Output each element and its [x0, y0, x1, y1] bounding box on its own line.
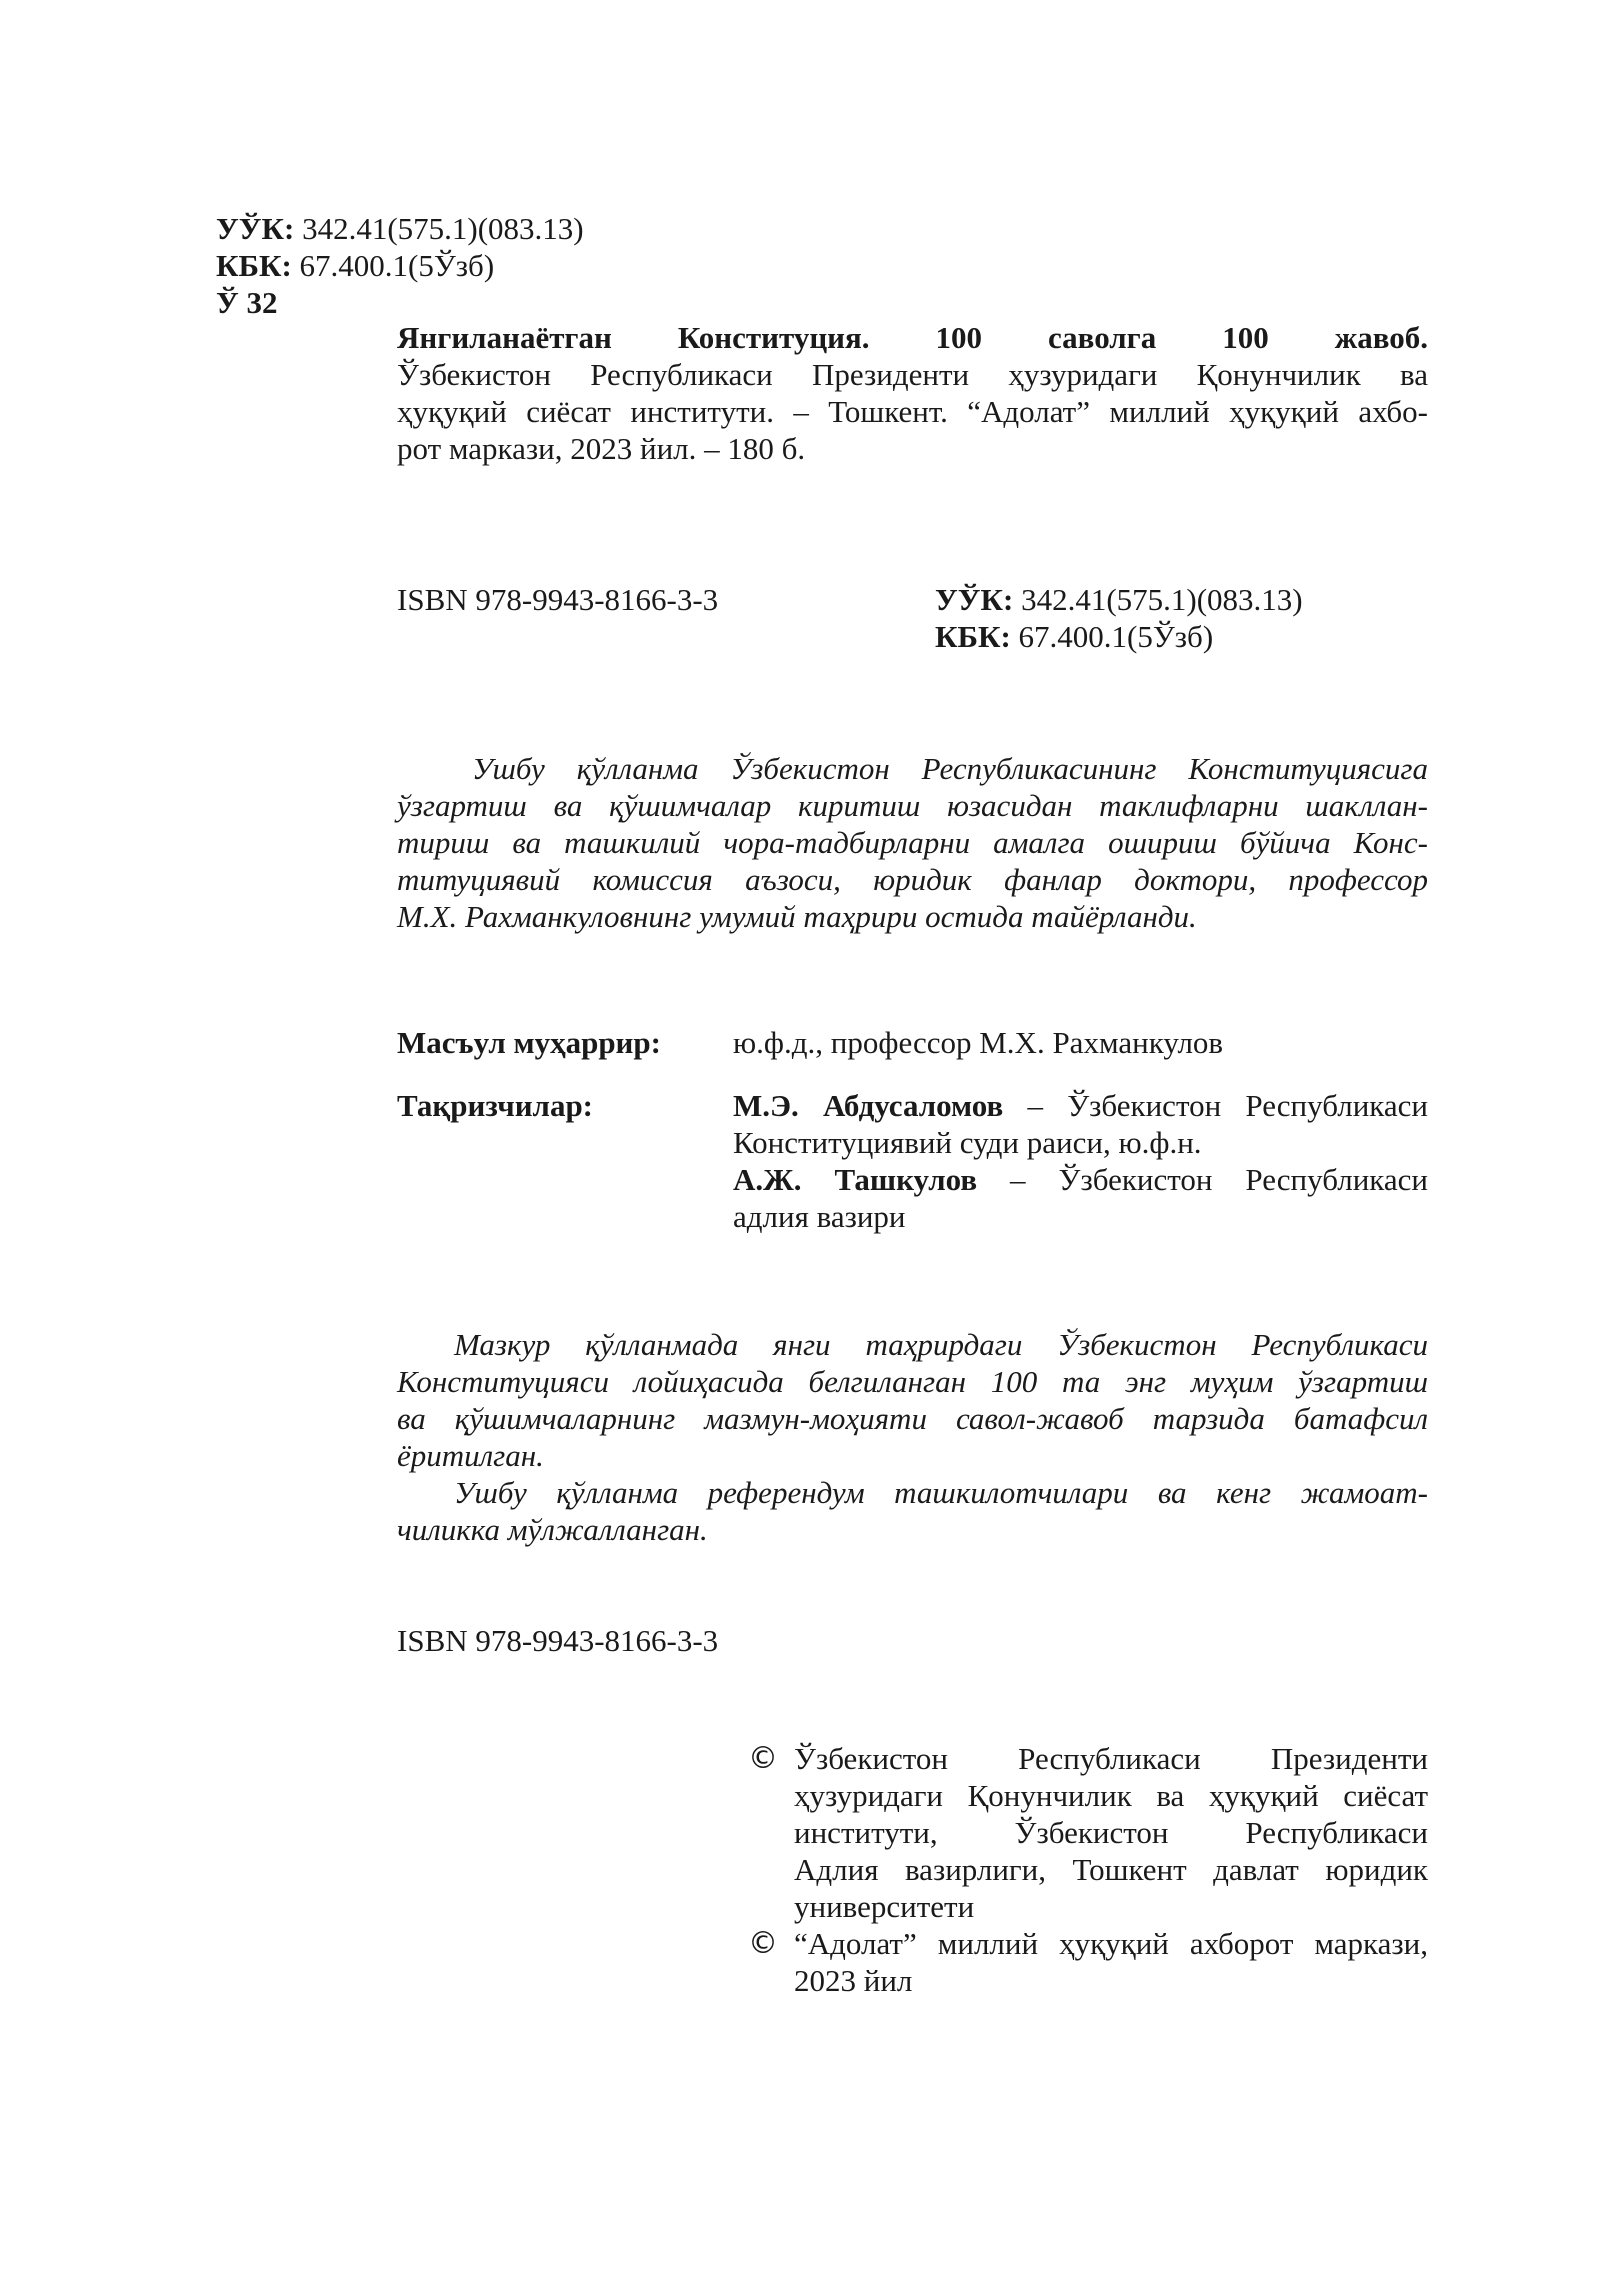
uk-code-line — [216, 210, 716, 247]
reviewer-position: – Ўзбекистон Республикаси — [977, 1162, 1428, 1197]
bib-line: рот маркази, 2023 йил. – 180 б. — [397, 431, 806, 466]
abstract — [397, 1326, 1428, 1548]
bbk-code-line — [216, 247, 716, 284]
copyright-entry — [748, 1740, 1428, 1925]
copyright-entry — [748, 1925, 1428, 1999]
copyright-line: университети — [794, 1889, 975, 1924]
copyright-line: Адлия вазирлиги, Тошкент давлат юридик — [794, 1852, 1428, 1887]
bibliographic-description — [397, 319, 1428, 467]
uk-value: 342.41(575.1)(083.13) — [302, 211, 584, 246]
isbn-text: ISBN 978-9943-8166-3-3 — [397, 582, 719, 617]
author-mark: Ў 32 — [216, 285, 278, 320]
abstract-line: Конституцияси лойиҳасида белгиланган 100 та энг муҳим ўзгартиш — [397, 1364, 1428, 1399]
reviewer-position-line: адлия вазири — [733, 1199, 906, 1234]
reviewer-name: М.Э. Абдусаломов — [733, 1088, 1004, 1123]
reviewer-line — [733, 1161, 1428, 1198]
uk-code-line — [935, 581, 1435, 618]
copyright-line: ҳузуридаги Қонунчилик ва ҳуқуқий сиёсат — [794, 1778, 1428, 1813]
copyright-line: институти, Ўзбекистон Республикаси — [794, 1815, 1428, 1850]
bbk-value: 67.400.1(5Ўзб) — [1018, 619, 1214, 654]
abstract-line: Ушбу қўлланма референдум ташкилотчилари ва кенг жамоат- — [454, 1475, 1428, 1510]
abstract-line: чиликка мўлжалланган. — [397, 1512, 708, 1547]
classification-codes — [216, 210, 716, 321]
bbk-label: КБК: — [935, 619, 1011, 654]
abstract-line: ёритилган. — [397, 1438, 544, 1473]
uk-label: УЎК: — [935, 582, 1014, 617]
reviewer-position-line: Конституциявий суди раиси, ю.ф.н. — [733, 1125, 1202, 1160]
bbk-label: КБК: — [216, 248, 292, 283]
copyright-icon: © — [748, 1741, 778, 1776]
book-title-line: Янгиланаётган Конституция. 100 саволга 100 жавоб. — [397, 320, 1428, 355]
note-line: Ушбу қўлланма Ўзбекистон Республикасининг Конституциясига — [472, 751, 1428, 786]
editor-value: ю.ф.д., профессор М.Х. Рахманкулов — [733, 1025, 1224, 1060]
preparation-note — [397, 750, 1428, 935]
bib-line: ҳуқуқий сиёсат институти. – Тошкент. “Адолат” миллий ҳуқуқий ахбо- — [397, 394, 1428, 429]
copyright-icon: © — [748, 1926, 778, 1961]
uk-value: 342.41(575.1)(083.13) — [1021, 582, 1303, 617]
reviewer-position: – Ўзбекистон Республикаси — [1003, 1088, 1428, 1123]
copyright-block — [748, 1740, 1428, 1999]
isbn-bottom: ISBN 978-9943-8166-3-3 — [397, 1623, 719, 1658]
abstract-line: Мазкур қўлланмада янги таҳрирдаги Ўзбекистон Республикаси — [454, 1327, 1428, 1362]
note-line: тириш ва ташкилий чора-тадбирларни амалга ошириш бўйича Конс- — [397, 825, 1428, 860]
copyright-line: 2023 йил — [794, 1963, 913, 1998]
editor-label: Масъул муҳаррир: — [397, 1025, 661, 1060]
reviewers-label: Тақризчилар: — [397, 1088, 594, 1123]
abstract-line: ва қўшимчаларнинг мазмун-моҳияти савол-жавоб тарзида батафсил — [397, 1401, 1428, 1436]
copyright-holder — [794, 1925, 1428, 1999]
note-line: ўзгартиш ва қўшимчалар киритиш юзасидан таклифларни шакллан- — [397, 788, 1428, 823]
bbk-value: 67.400.1(5Ўзб) — [299, 248, 495, 283]
note-line: титуциявий комиссия аъзоси, юридик фанлар доктори, профессор — [397, 862, 1428, 897]
isbn-codes-block — [935, 581, 1435, 655]
reviewer-entry — [733, 1161, 1428, 1235]
copyright-line: Ўзбекистон Республикаси Президенти — [794, 1741, 1428, 1776]
uk-label: УЎК: — [216, 211, 295, 246]
reviewer-entry — [733, 1087, 1428, 1161]
bbk-code-line — [935, 618, 1435, 655]
reviewers-list — [733, 1087, 1428, 1235]
bib-line: Ўзбекистон Республикаси Президенти ҳузуридаги Қонунчилик ва — [397, 357, 1428, 392]
reviewer-name: А.Ж. Ташкулов — [733, 1162, 978, 1197]
reviewer-line — [733, 1087, 1428, 1124]
copyright-holder — [794, 1740, 1428, 1925]
copyright-line: “Адолат” миллий ҳуқуқий ахборот маркази, — [794, 1926, 1428, 1961]
note-line: М.Х. Рахманкуловнинг умумий таҳрири остида тайёрланди. — [397, 899, 1197, 934]
